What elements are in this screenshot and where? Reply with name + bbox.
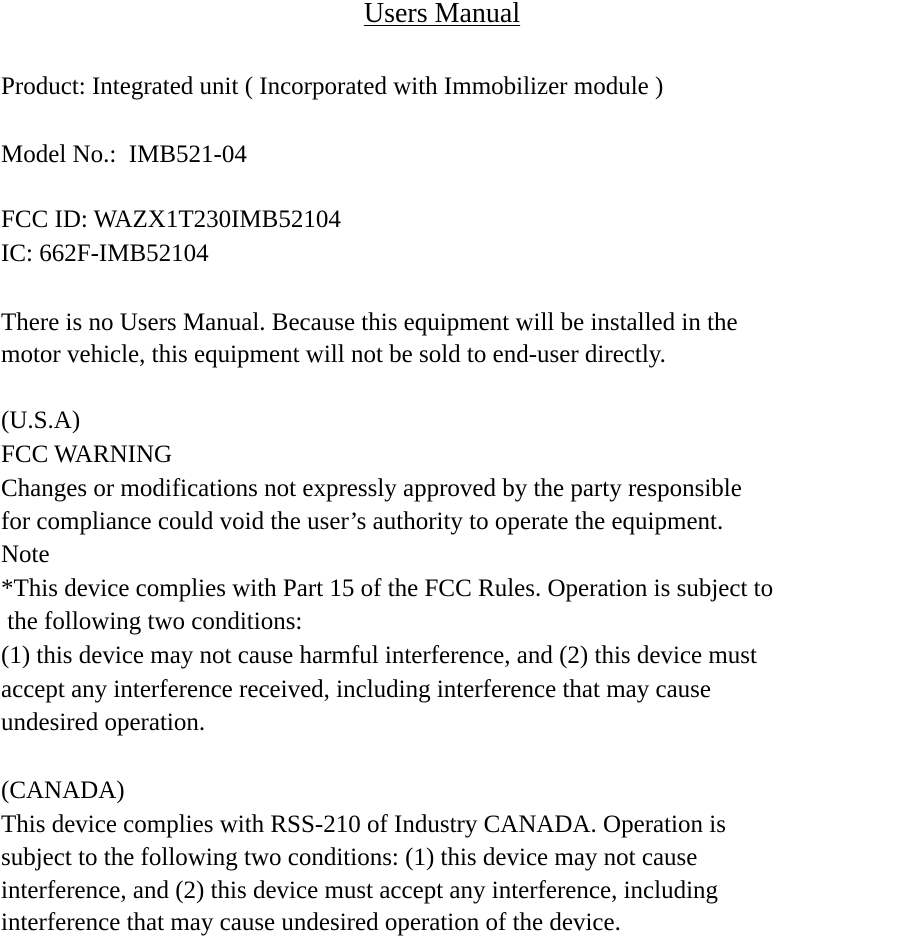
canada-line-2: subject to the following two conditions: (1) this device may not cause [1,844,698,871]
note-line-1: *This device complies with Part 15 of the FCC Rules. Operation is subject to [1,575,774,602]
product-line: Product: Integrated unit ( Incorporated with Immobilizer module ) [1,73,664,100]
document-title: Users Manual [363,0,521,29]
note-line-3: (1) this device may not cause harmful interference, and (2) this device must [1,642,757,669]
model-number-line: Model No.: IMB521-04 [1,141,247,168]
canada-heading: (CANADA) [1,777,125,804]
fcc-id-line: FCC ID: WAZX1T230IMB52104 [1,206,341,233]
notice-line-1: There is no Users Manual. Because this equipment will be installed in the [1,309,738,336]
note-line-2: the following two conditions: [1,608,303,635]
notice-line-2: motor vehicle, this equipment will not be sold to end-user directly. [1,341,666,368]
fcc-warning-line-2: for compliance could void the user’s authority to operate the equipment. [1,508,724,535]
usa-heading: (U.S.A) [1,407,81,434]
ic-line: IC: 662F-IMB52104 [1,240,209,267]
canada-line-3: interference, and (2) this device must accept any interference, including [1,877,719,904]
fcc-warning-line-1: Changes or modifications not expressly approved by the party responsible [1,475,742,502]
note-heading: Note [1,541,50,568]
note-line-4: accept any interference received, including interference that may cause [1,676,712,703]
canada-line-4: interference that may cause undesired operation of the device. [1,909,621,936]
note-line-5: undesired operation. [1,709,206,736]
fcc-warning-heading: FCC WARNING [1,441,173,468]
canada-line-1: This device complies with RSS-210 of Industry CANADA. Operation is [1,811,726,838]
